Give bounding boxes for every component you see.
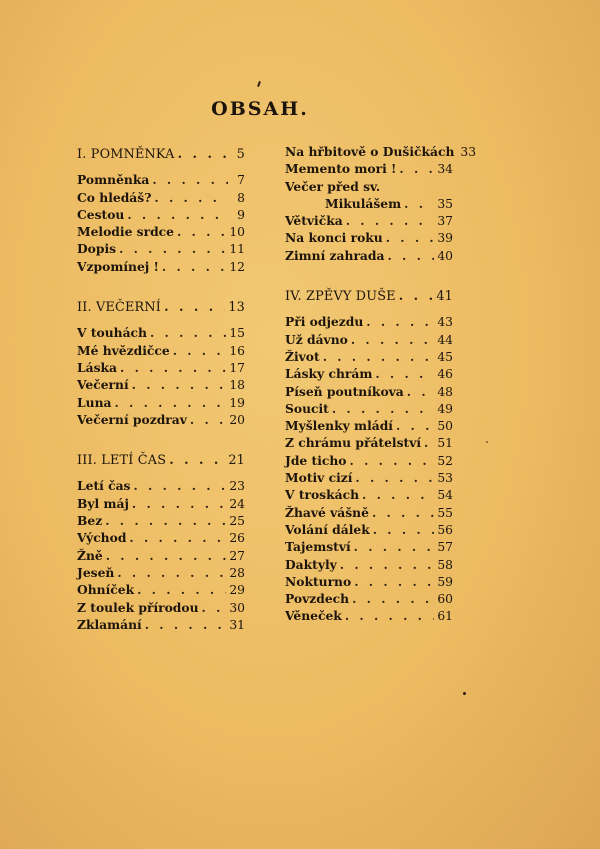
toc-entry	[285, 349, 453, 366]
entry-page-number: 53	[437, 471, 453, 486]
toc-right-column	[285, 144, 477, 626]
dot-leader	[152, 172, 228, 187]
section-title: II. VEČERNÍ	[77, 300, 162, 316]
entry-page-number: 51	[437, 436, 453, 451]
dot-leader	[190, 412, 226, 427]
entry-page-number: 48	[437, 384, 453, 399]
entry-title: Žně	[77, 547, 103, 563]
dot-leader	[115, 395, 227, 410]
toc-entry	[285, 161, 453, 178]
entry-page-number: 9	[237, 207, 245, 222]
entry-title: Dopis	[77, 241, 117, 257]
dot-leader	[396, 418, 434, 433]
toc-entry	[285, 608, 453, 625]
toc-entry	[285, 557, 453, 574]
toc-entry	[77, 190, 245, 207]
entry-title: Nokturno	[285, 573, 352, 589]
entry-page-number: 26	[229, 531, 245, 546]
dot-leader	[106, 548, 227, 563]
toc-entry	[77, 259, 245, 276]
entry-page-number: 50	[437, 419, 453, 434]
entry-title: Melodie srdce	[77, 224, 174, 240]
entry-page-number: 57	[437, 540, 453, 555]
entry-page-number: 54	[437, 488, 453, 503]
entry-page-number: 15	[229, 326, 245, 341]
entry-page-number: 37	[437, 214, 453, 229]
dot-leader	[362, 487, 434, 502]
entry-page-number: 35	[437, 196, 453, 211]
entry-page-number: 49	[437, 401, 453, 416]
entry-title: Co hledáš?	[77, 189, 152, 205]
dot-leader	[178, 147, 228, 162]
toc-entry	[77, 600, 245, 617]
entry-page-number: 33	[460, 145, 477, 159]
entry-page-number: 30	[229, 600, 245, 615]
entry-title: Už dávno	[285, 331, 348, 347]
entry-page-number: 10	[229, 225, 245, 240]
toc-entry	[285, 384, 453, 401]
dot-leader	[354, 574, 434, 589]
dot-leader	[350, 453, 435, 468]
entry-title: Povzdech	[285, 591, 350, 607]
entry-page-number: 28	[229, 565, 245, 580]
dot-leader	[129, 530, 226, 545]
entry-title: Věneček	[285, 608, 342, 624]
dot-leader	[375, 366, 434, 381]
entry-title: Byl máj	[77, 495, 129, 511]
toc-entry	[77, 478, 245, 495]
dot-leader	[169, 453, 225, 468]
entry-title: Z chrámu přátelství	[285, 435, 422, 451]
entry-title: Zimní zahrada	[285, 247, 385, 263]
entry-title: Soucit	[285, 400, 329, 416]
entry-title: Píseň poutníkova	[285, 383, 404, 399]
dot-leader	[154, 190, 228, 205]
entry-page-number: 58	[437, 557, 453, 572]
toc-entry	[285, 487, 453, 504]
dot-leader	[332, 401, 434, 416]
dot-leader	[173, 343, 227, 358]
entry-title: Při odjezdu	[285, 314, 364, 330]
toc-section-header	[77, 300, 245, 317]
section-page-number: 5	[236, 147, 245, 162]
entry-title: Volání dálek	[285, 521, 370, 537]
section-page-number: 13	[228, 300, 245, 316]
dot-leader	[354, 539, 435, 554]
dot-leader	[137, 582, 226, 597]
dot-leader	[127, 207, 228, 222]
ink-speck	[257, 81, 261, 87]
entry-title: Východ	[77, 530, 127, 546]
dot-leader	[132, 377, 227, 392]
dot-leader	[323, 349, 435, 364]
entry-page-number: 40	[437, 248, 453, 263]
entry-title: Memento mori !	[285, 161, 397, 177]
dot-leader	[352, 591, 434, 606]
entry-title: Ohníček	[77, 582, 135, 598]
entry-page-number: 17	[229, 360, 245, 375]
dot-leader	[133, 478, 226, 493]
toc-entry	[77, 377, 245, 394]
entry-title: Daktyly	[285, 556, 337, 572]
toc-entry	[285, 574, 453, 591]
entry-page-number: 23	[229, 479, 245, 494]
toc-section-header	[77, 453, 245, 470]
entry-page-number: 27	[229, 548, 245, 563]
entry-page-number: 16	[229, 343, 245, 358]
toc-entry	[285, 213, 453, 230]
toc-entry	[285, 470, 453, 487]
entry-page-number: 25	[229, 514, 245, 529]
entry-page-number: 52	[437, 453, 453, 468]
toc-entry	[285, 314, 453, 331]
toc-left-column	[77, 147, 245, 634]
toc-entry	[77, 172, 245, 189]
dot-leader	[132, 496, 226, 511]
entry-page-number: 55	[437, 505, 453, 520]
toc-entry	[77, 530, 245, 547]
dot-leader	[399, 289, 434, 304]
dot-leader	[345, 608, 435, 623]
dot-leader	[404, 196, 434, 211]
entry-page-number: 61	[437, 609, 453, 624]
dot-leader	[119, 241, 226, 256]
entry-page-number: 56	[437, 522, 453, 537]
entry-page-number: 8	[237, 190, 245, 205]
entry-page-number: 18	[229, 378, 245, 393]
toc-entry	[77, 513, 245, 530]
entry-title: Mikulášem	[325, 195, 402, 211]
dot-leader	[164, 300, 225, 315]
entry-page-number: 20	[229, 412, 245, 427]
toc-entry	[285, 539, 453, 556]
entry-page-number: 31	[229, 617, 245, 632]
entry-page-number: 60	[437, 592, 453, 607]
entry-title: Láska	[77, 359, 118, 375]
toc-entry	[285, 196, 453, 213]
toc-entry	[77, 343, 245, 360]
entry-title: Lásky chrám	[285, 366, 373, 382]
entry-title: Cestou	[77, 206, 125, 222]
toc-entry	[77, 617, 245, 634]
section-title: I. POMNĚNKA	[77, 147, 175, 162]
dot-leader	[150, 325, 226, 340]
section-title: III. LETÍ ČAS	[77, 453, 167, 469]
entry-page-number: 46	[437, 367, 453, 382]
entry-title: Jde ticho	[285, 452, 347, 468]
entry-page-number: 24	[229, 496, 245, 511]
entry-title: Letí čas	[77, 478, 131, 494]
toc-entry	[285, 366, 453, 383]
toc-entry	[77, 360, 245, 377]
dot-leader	[105, 513, 226, 528]
entry-title: V troskách	[285, 487, 360, 503]
dot-leader	[372, 505, 434, 520]
toc-section-header	[77, 147, 245, 164]
dot-leader	[373, 522, 435, 537]
toc-entry	[77, 207, 245, 224]
toc-entry	[77, 565, 245, 582]
toc-section-header	[285, 289, 453, 306]
dot-leader	[340, 557, 435, 572]
dot-leader	[407, 384, 435, 399]
toc-entry	[77, 224, 245, 241]
entry-title: Větvička	[285, 213, 343, 229]
section-page-number: 21	[228, 453, 245, 469]
dot-leader	[177, 224, 226, 239]
toc-entry	[285, 522, 453, 539]
entry-title: Život	[285, 348, 320, 364]
entry-title: Z toulek přírodou	[77, 599, 199, 615]
toc-entry	[77, 548, 245, 565]
entry-page-number: 44	[437, 332, 453, 347]
entry-title: Tajemství	[285, 539, 351, 555]
entry-page-number: 45	[437, 349, 453, 364]
entry-page-number: 39	[437, 231, 453, 246]
ink-speck	[463, 692, 466, 695]
toc-entry	[77, 325, 245, 342]
toc-entry	[285, 435, 453, 452]
toc-entry	[77, 241, 245, 258]
entry-page-number: 59	[437, 574, 453, 589]
entry-title: Na hřbitově o Dušičkách	[285, 144, 455, 159]
entry-title: V touhách	[77, 325, 147, 341]
dot-leader	[366, 314, 434, 329]
dot-leader	[351, 332, 435, 347]
entry-title: Mé hvězdičce	[77, 342, 170, 358]
toc-entry	[77, 582, 245, 599]
entry-title: Večerní	[77, 377, 129, 393]
ink-speck	[486, 441, 488, 443]
toc-entry	[77, 496, 245, 513]
toc-entry	[285, 505, 453, 522]
entry-title: Myšlenky mládí	[285, 418, 393, 434]
dot-leader	[202, 600, 227, 615]
toc-entry	[77, 395, 245, 412]
entry-page-number: 29	[229, 583, 245, 598]
entry-title: Zklamání	[77, 616, 142, 632]
entry-page-number: 7	[237, 173, 245, 188]
entry-page-number: 12	[229, 259, 245, 274]
entry-title: Vzpomínej !	[77, 258, 159, 274]
toc-entry	[285, 144, 477, 161]
entry-page-number: 19	[229, 395, 245, 410]
page-title: OBSAH.	[211, 98, 309, 120]
section-page-number: 41	[436, 289, 453, 305]
dot-leader	[424, 435, 434, 450]
entry-title: Pomněnka	[77, 172, 150, 188]
section-title: IV. ZPĚVY DUŠE	[285, 289, 396, 305]
toc-entry	[285, 453, 453, 470]
dot-leader	[346, 213, 435, 228]
toc-entry-first-line: Večer před sv.	[285, 178, 381, 194]
toc-entry	[285, 248, 453, 265]
entry-title: Večerní pozdrav	[77, 411, 187, 427]
toc-entry	[285, 401, 453, 418]
dot-leader	[386, 230, 435, 245]
entry-title: Luna	[77, 394, 112, 410]
entry-title: Motiv cizí	[285, 470, 353, 486]
dot-leader	[120, 360, 226, 375]
toc-entry	[285, 332, 453, 349]
toc-entry	[285, 591, 453, 608]
dot-leader	[162, 259, 226, 274]
entry-title: Žhavé vášně	[285, 504, 369, 520]
dot-leader	[145, 617, 227, 632]
entry-title: Na konci roku	[285, 230, 383, 246]
entry-page-number: 34	[437, 162, 453, 177]
dot-leader	[117, 565, 226, 580]
entry-page-number: 43	[437, 315, 453, 330]
entry-title: Bez	[77, 513, 103, 529]
dot-leader	[355, 470, 434, 485]
toc-entry	[285, 418, 453, 435]
entry-page-number: 11	[229, 242, 245, 257]
dot-leader	[387, 248, 434, 263]
entry-title: Jeseň	[77, 564, 115, 580]
toc-entry	[77, 412, 245, 429]
dot-leader	[399, 161, 434, 176]
toc-entry	[285, 230, 453, 247]
